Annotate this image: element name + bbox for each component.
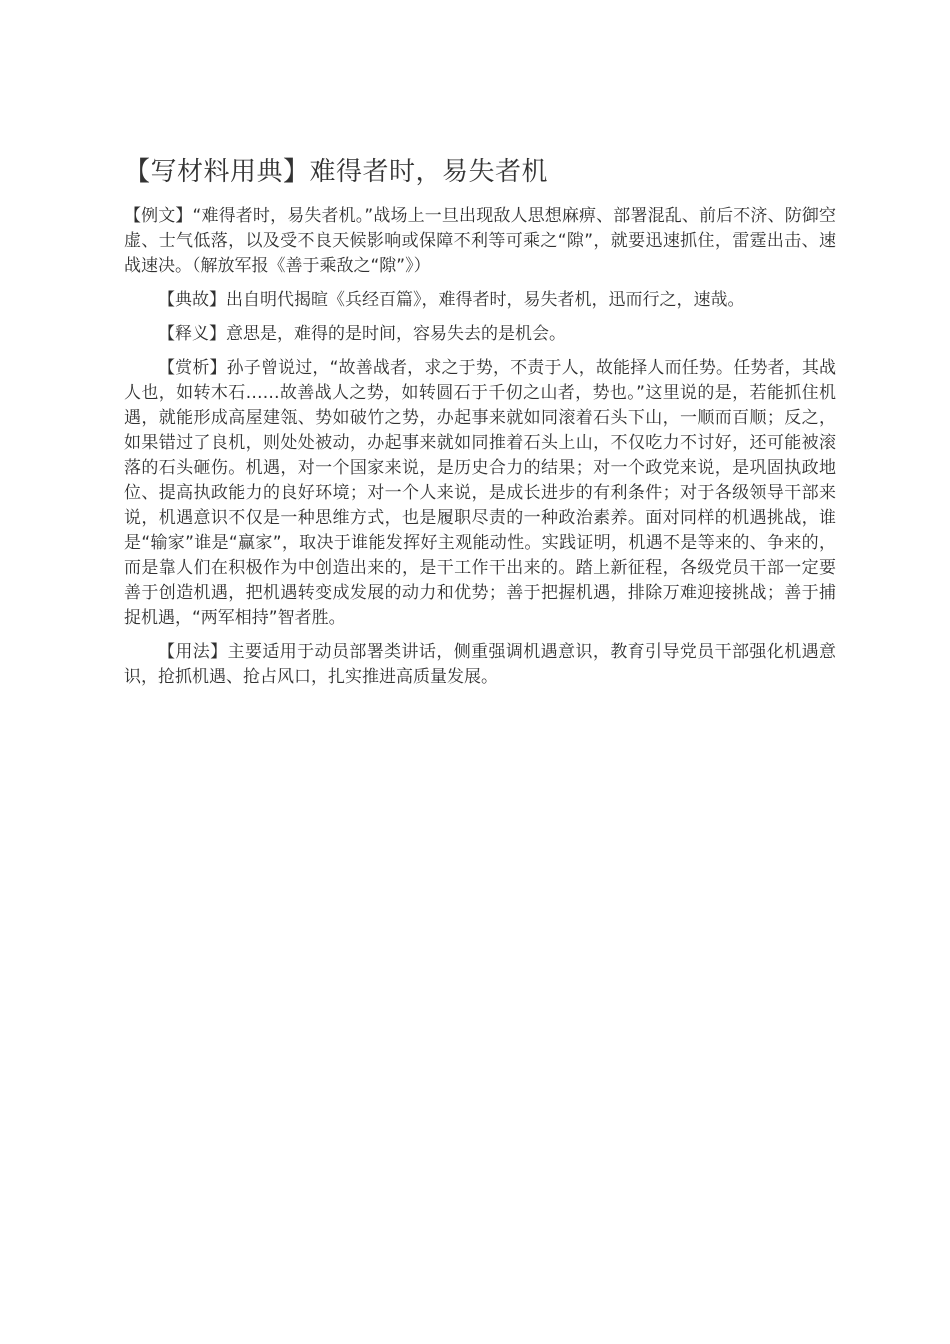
paragraph-meaning: 【释义】意思是，难得的是时间，容易失去的是机会。 (158, 324, 566, 344)
paragraph-allusion: 【典故】出自明代揭暄《兵经百篇》，难得者时，易失者机，迅而行之，速哉。 (158, 290, 745, 310)
document-title: 【写材料用典】难得者时，易失者机 (124, 157, 549, 187)
document-body (124, 152, 836, 699)
paragraph-usage: 【用法】主要适用于动员部署类讲话，侧重强调机遇意识，教育引导党员干部强化机遇意识，抢抓机遇、抢占风口，扎实推进高质量发展。 (124, 642, 836, 687)
paragraph-analysis: 【赏析】孙子曾说过，“故善战者，求之于势，不责于人，故能择人而任势。任势者，其战人也，如转木石……故善战人之势，如转圆石于千仞之山者，势也。”这里说的是，若能抓住机遇，就能形成高屋建瓴、势如破竹之势，办起事来就如同滚着石头下山，一顺而百顺；反之，如果错过了良机，则处处被动，办起事来就如同推着石头上山，不仅吃力不讨好，还可能被滚落的石头砸伤。机遇，对一个国家来说，是历史合力的结果；对一个政党来说，是巩固执政地位、提高执政能力的良好环境；对一个人来说，是成长进步的有利条件；对于各级领导干部来说，机遇意识不仅是一种思维方式，也是履职尽责的一种政治素养。面对同样的机遇挑战，谁是“输家”谁是“赢家”，取决于谁能发挥好主观能动性。实践证明，机遇不是等来的、争来的，而是靠人们在积极作为中创造出来的，是干工作干出来的。踏上新征程，各级党员干部一定要善于创造机遇，把机遇转变成发展的动力和优势；善于把握机遇，排除万难迎接挑战；善于捕捉机遇，“两军相持”智者胜。 (124, 358, 836, 628)
paragraph-example: 【例文】“难得者时，易失者机。”战场上一旦出现敌人思想麻痹、部署混乱、前后不济、防御空虚、士气低落，以及受不良天候影响或保障不利等可乘之“隙”，就要迅速抓住，雷霆出击、速战速决。（解放军报《善于乘敌之“隙”》） (124, 206, 836, 276)
